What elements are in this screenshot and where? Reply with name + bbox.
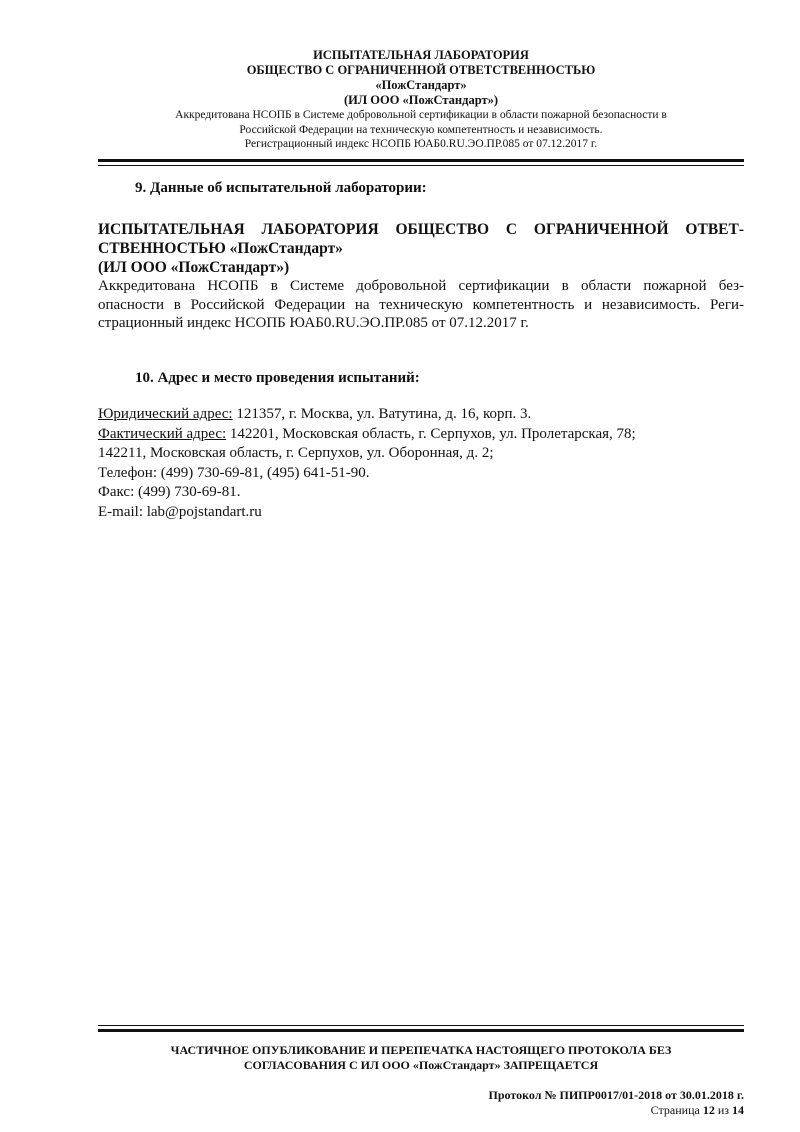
header-divider-thick <box>98 159 744 162</box>
protocol-number: Протокол № ПИПР0017/01-2018 от 30.01.2018 г. <box>488 1088 744 1102</box>
section-10-body <box>98 405 744 522</box>
header-lab-name: ИСПЫТАТЕЛЬНАЯ ЛАБОРАТОРИЯ <box>313 48 529 62</box>
footer-divider-thick <box>98 1029 744 1032</box>
section-9-body <box>98 220 744 333</box>
footer-warning-line2: СОГЛАСОВАНИЯ С ИЛ ООО «ПожСтандарт» ЗАПРЕЩАЕТСЯ <box>243 1058 599 1072</box>
page-number <box>489 1103 744 1118</box>
lab-full-name-line2: СТВЕННОСТЬЮ «ПожСтандарт» <box>98 240 343 257</box>
lab-full-name <box>98 220 744 277</box>
phone-numbers: Телефон: (499) 730-69-81, (495) 641-51-90. <box>98 464 370 481</box>
section-10-heading: 10. Адрес и место проведения испытаний: <box>135 370 420 386</box>
header-divider-thin <box>98 165 744 166</box>
header-company-name: «ПожСтандарт» <box>375 78 467 92</box>
footer-protocol-info <box>489 1088 744 1118</box>
header-accreditation-line1: Аккредитована НСОПБ в Системе добровольной сертификации в области пожарной безопасности в <box>175 109 667 121</box>
header-accreditation-line2: Российской Федерации на техническую компетентность и независимость. <box>239 123 603 136</box>
page-total: 14 <box>732 1103 744 1117</box>
email-address: E-mail: lab@pojstandart.ru <box>98 503 262 520</box>
header-abbreviation: (ИЛ ООО «ПожСтандарт») <box>343 93 499 107</box>
document-header <box>98 48 744 152</box>
section-9-heading: 9. Данные об испытательной лаборатории: <box>135 180 427 196</box>
lab-accreditation-line2: опасности в Российской Федерации на техническую компетентность и независимость. Реги- <box>98 296 744 313</box>
lab-abbreviation: (ИЛ ООО «ПожСтандарт») <box>98 259 290 276</box>
page-current: 12 <box>702 1103 715 1117</box>
legal-address-label: Юридический адрес: <box>98 406 233 422</box>
actual-address-label: Фактический адрес: <box>98 425 227 442</box>
footer-reprint-warning <box>98 1043 744 1073</box>
actual-address <box>98 425 744 445</box>
actual-address-value: 142201, Московская область, г. Серпухов, ул. Пролетарская, 78; <box>226 425 636 442</box>
actual-address-second: 142211, Московская область, г. Серпухов, ул. Оборонная, д. 2; <box>98 445 494 461</box>
lab-accreditation-line3: страционный индекс НСОПБ ЮАБ0.RU.ЭО.ПР.085 от 07.12.2017 г. <box>98 315 529 331</box>
fax-number: Факс: (499) 730-69-81. <box>98 484 241 500</box>
footer-warning-line1: ЧАСТИЧНОЕ ОПУБЛИКОВАНИЕ И ПЕРЕПЕЧАТКА НАСТОЯЩЕГО ПРОТОКОЛА БЕЗ <box>170 1043 672 1057</box>
page-separator: из <box>714 1103 732 1117</box>
header-registration-index: Регистрационный индекс НСОПБ ЮАБ0.RU.ЭО.ПР.085 от 07.12.2017 г. <box>244 138 598 150</box>
legal-address-value: 121357, г. Москва, ул. Ватутина, д. 16, корп. 3. <box>232 406 532 422</box>
lab-accreditation-line1: Аккредитована НСОПБ в Системе добровольной сертификации в области пожарной без- <box>98 278 744 294</box>
lab-full-name-line1: ИСПЫТАТЕЛЬНАЯ ЛАБОРАТОРИЯ ОБЩЕСТВО С ОГРАНИЧЕННОЙ ОТВЕТ- <box>98 221 744 238</box>
header-company-type: ОБЩЕСТВО С ОГРАНИЧЕННОЙ ОТВЕТСТВЕННОСТЬЮ <box>246 63 596 77</box>
footer-divider-thin <box>98 1025 744 1026</box>
lab-accreditation-text <box>98 277 744 333</box>
legal-address <box>98 405 744 425</box>
page-prefix: Страница <box>650 1103 703 1117</box>
